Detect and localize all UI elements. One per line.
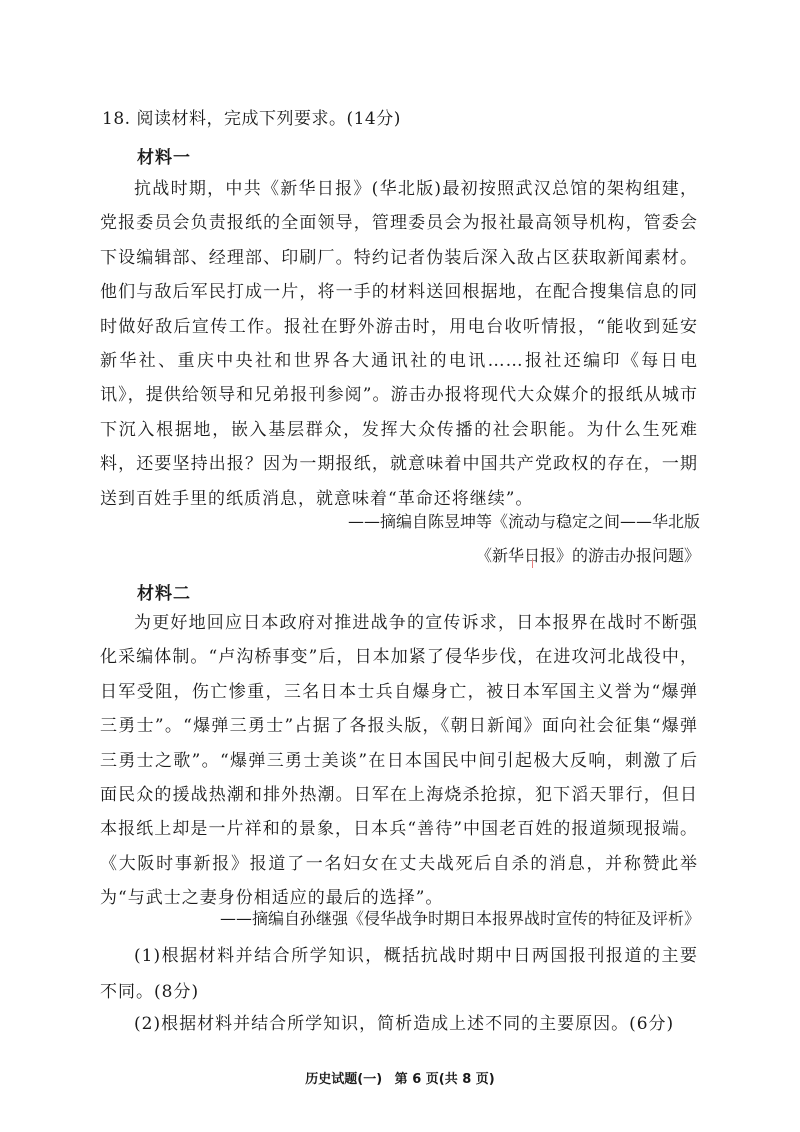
question-title: 18. 阅读材料，完成下列要求。(14分)	[102, 109, 401, 129]
material1-body: 抗战时期，中共《新华日报》(华北版)最初按照武汉总馆的架构组建，党报委员会负责报纸的全面领导，管理委员会为报社最高领导机构，管委会下设编辑部、经理部、印刷厂。特约记者伪装后深入敌占区获取新闻素材。他们与敌后军民打成一片，将一手的材料送回根据地，在配合搜集信息的同时做好敌后宣传工作。报社在野外游击时，用电台收听情报，“能收到延安新华社、重庆中央社和世界各大通讯社的电讯……报社还编印《每日电讯》，提供给领导和兄弟报刊参阅”。游击办报将现代大众媒介的报纸从城市下沉入根据地，嵌入基层群众，发挥大众传播的社会职能。为什么生死难料，还要坚持出报？因为一期报纸，就意味着中国共产党政权的存在，一期送到百姓手里的纸质消息，就意味着“革命还将继续”。	[100, 179, 698, 509]
red-pen-mark	[532, 558, 539, 568]
material2-source: ——摘编自孙继强《侵华战争时期日本报界战时宣传的特征及评析》	[219, 909, 700, 928]
task-2: (2)根据材料并结合所学知识，简析造成上述不同的主要原因。(6分)	[134, 1014, 675, 1034]
material2-body: 为更好地回应日本政府对推进战争的宣传诉求，日本报界在战时不断强化采编体制。“卢沟桥事变”后，日本加紧了侵华步伐，在进攻河北战役中，日军受阻，伤亡惨重，三名日本士兵自爆身亡，被日本军国主义誉为“爆弹三勇士”。“爆弹三勇士”占据了各报头版，《朝日新闻》面向社会征集“爆弹三勇士之歌”。“爆弹三勇士美谈”在日本国民中间引起极大反响，刺激了后面民众的援战热潮和排外热潮。日军在上海烧杀抢掠，犯下滔天罪行，但日本报纸上却是一片祥和的景象，日本兵“善待”中国老百姓的报道频现报端。《大阪时事新报》报道了一名妇女在丈夫战死后自杀的消息，并称赞此举为“与武士之妻身份相适应的最后的选择”。	[100, 613, 698, 909]
material1-heading: 材料一	[137, 148, 191, 168]
material1-source-line1: ——摘编自陈昱坤等《流动与稳定之间——华北版	[347, 512, 700, 531]
page-footer	[0, 1068, 800, 1087]
material2-heading: 材料二	[137, 584, 191, 604]
footer-page-number: 第 6 页(共 8 页)	[394, 1072, 495, 1087]
task-1: (1)根据材料并结合所学知识，概括抗战时期中日两国报刊报道的主要不同。(8分)	[100, 946, 698, 1002]
material1-source-line2: 《新华日报》的游击办报问题》	[475, 546, 700, 565]
footer-subject: 历史试题(一)	[305, 1072, 383, 1087]
